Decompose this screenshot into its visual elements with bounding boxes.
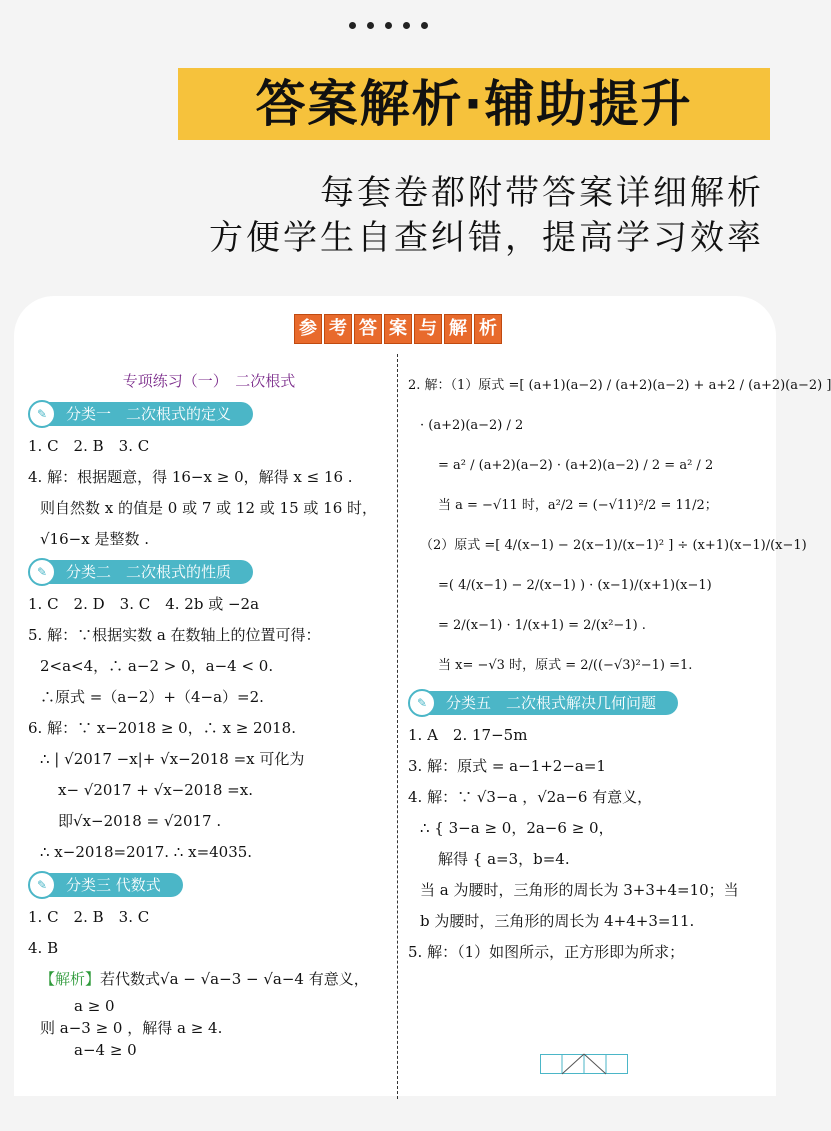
title-char: 参: [294, 314, 322, 344]
dot: [403, 22, 410, 29]
answer-line: 则自然数 x 的值是 0 或 7 或 12 或 15 或 16 时，: [40, 499, 378, 517]
dot: [385, 22, 392, 29]
system-line: a−4 ≥ 0: [74, 1041, 137, 1059]
title-char: 答: [354, 314, 382, 344]
title-char: 案: [384, 314, 412, 344]
answer-line: 当 x= −√3 时，原式 = 2/((−√3)²−1) =1.: [438, 658, 693, 673]
answer-line: √16−x 是整数 .: [40, 530, 149, 548]
answer-line: 当 a = −√11 时，a²/2 = (−√11)²/2 = 11/2；: [438, 498, 718, 513]
answer-line: 5. 解：∵根据实数 a 在数轴上的位置可得：: [28, 626, 321, 644]
title-char: 考: [324, 314, 352, 344]
answer-line: 当 a 为腰时，三角形的周长为 3+3+4=10；当: [420, 881, 739, 899]
answer-line: 1. A 2. 17−5m: [408, 726, 528, 744]
category-label: 分类五 二次根式解决几何问题: [428, 691, 678, 715]
answer-line: [28, 964, 390, 995]
title-char: 析: [474, 314, 502, 344]
answer-line: 4. 解：∵ √3−a ，√2a−6 有意义，: [408, 788, 653, 806]
category-2-header: [28, 559, 390, 585]
section-title: 专项练习（一） 二次根式: [122, 372, 296, 390]
category-label: 分类二 二次根式的性质: [48, 560, 253, 584]
book-icon: ✎: [28, 400, 56, 428]
system-line: a ≥ 0: [74, 997, 115, 1015]
answer-line: 解得 { a=3，b=4.: [438, 850, 570, 868]
dot: [349, 22, 356, 29]
answer-line: 5. 解：（1）如图所示，正方形即为所求；: [408, 943, 685, 961]
category-1-header: [28, 401, 390, 427]
category-label: 分类一 二次根式的定义: [48, 402, 253, 426]
book-icon: ✎: [408, 689, 436, 717]
grid-figure: [540, 1054, 628, 1074]
answer-line: 4. 解：根据题意，得 16−x ≥ 0，解得 x ≤ 16 .: [28, 468, 353, 486]
system-line: 则 a−3 ≥ 0 ，解得 a ≥ 4.: [40, 1019, 223, 1037]
answer-line: 1. C 2. B 3. C: [28, 437, 150, 455]
category-3-header: [28, 872, 390, 898]
subtitle-line-2: 方便学生自查纠错，提高学习效率: [209, 218, 764, 258]
book-icon: ✎: [28, 871, 56, 899]
answer-line: 4. B: [28, 939, 59, 957]
answer-line: 即√x−2018 = √2017 .: [58, 812, 222, 830]
category-label: 分类三 代数式: [48, 873, 183, 897]
left-column: [28, 366, 390, 1061]
subtitle-line-1: 每套卷都附带答案详细解析: [320, 173, 764, 213]
pagination-dots: [349, 22, 428, 29]
answer-line: 3. 解：原式 = a−1+2−a=1: [408, 757, 606, 775]
analysis-tag: 【解析】: [40, 970, 101, 988]
answer-line: （2）原式 =[ 4/(x−1) − 2(x−1)/(x−1)² ] ÷ (x+1)(x−1)/(x−1): [420, 538, 807, 553]
right-column: [408, 366, 831, 968]
title-char: 与: [414, 314, 442, 344]
title-char: 解: [444, 314, 472, 344]
answer-line: x− √2017 + √x−2018 =x.: [58, 781, 253, 799]
answer-line: ∴ | √2017 −x|+ √x−2018 =x 可化为: [40, 750, 305, 768]
answer-line: =( 4/(x−1) − 2/(x−1) ) · (x−1)/(x+1)(x−1): [438, 578, 712, 593]
category-5-header: [408, 690, 770, 716]
answer-line: 2<a<4，∴ a−2 > 0，a−4 < 0.: [40, 657, 274, 675]
answer-line: 1. C 2. B 3. C: [28, 908, 150, 926]
answer-line: ∴原式 =（a−2）+（4−a）=2.: [40, 688, 264, 706]
answer-line: = 2/(x−1) · 1/(x+1) = 2/(x²−1) .: [438, 618, 646, 633]
book-icon: ✎: [28, 558, 56, 586]
answer-line: ∴ x−2018=2017. ∴ x=4035.: [40, 843, 253, 861]
answer-line: ∴ { 3−a ≥ 0，2a−6 ≥ 0，: [420, 819, 614, 837]
column-divider: [397, 354, 398, 1099]
answer-line: 6. 解：∵ x−2018 ≥ 0，∴ x ≥ 2018.: [28, 719, 296, 737]
answer-line: = a² / (a+2)(a−2) · (a+2)(a−2) / 2 = a² / 2: [438, 458, 714, 473]
answer-line: 1. C 2. D 3. C 4. 2b 或 −2a: [28, 595, 260, 613]
dot: [367, 22, 374, 29]
answer-line: · (a+2)(a−2) / 2: [420, 418, 524, 433]
doc-title: [294, 314, 502, 344]
dot: [421, 22, 428, 29]
answer-sheet-card: [14, 296, 831, 1096]
answer-line: b 为腰时，三角形的周长为 4+4+3=11.: [420, 912, 695, 930]
analysis-text: 若代数式√a − √a−3 − √a−4 有意义，: [100, 970, 369, 988]
answer-line: 2. 解：（1）原式 =[ (a+1)(a−2) / (a+2)(a−2) + a+2 / (a+2)(a−2) ]: [408, 378, 831, 393]
banner-title: 答案解析·辅助提升: [255, 75, 693, 133]
